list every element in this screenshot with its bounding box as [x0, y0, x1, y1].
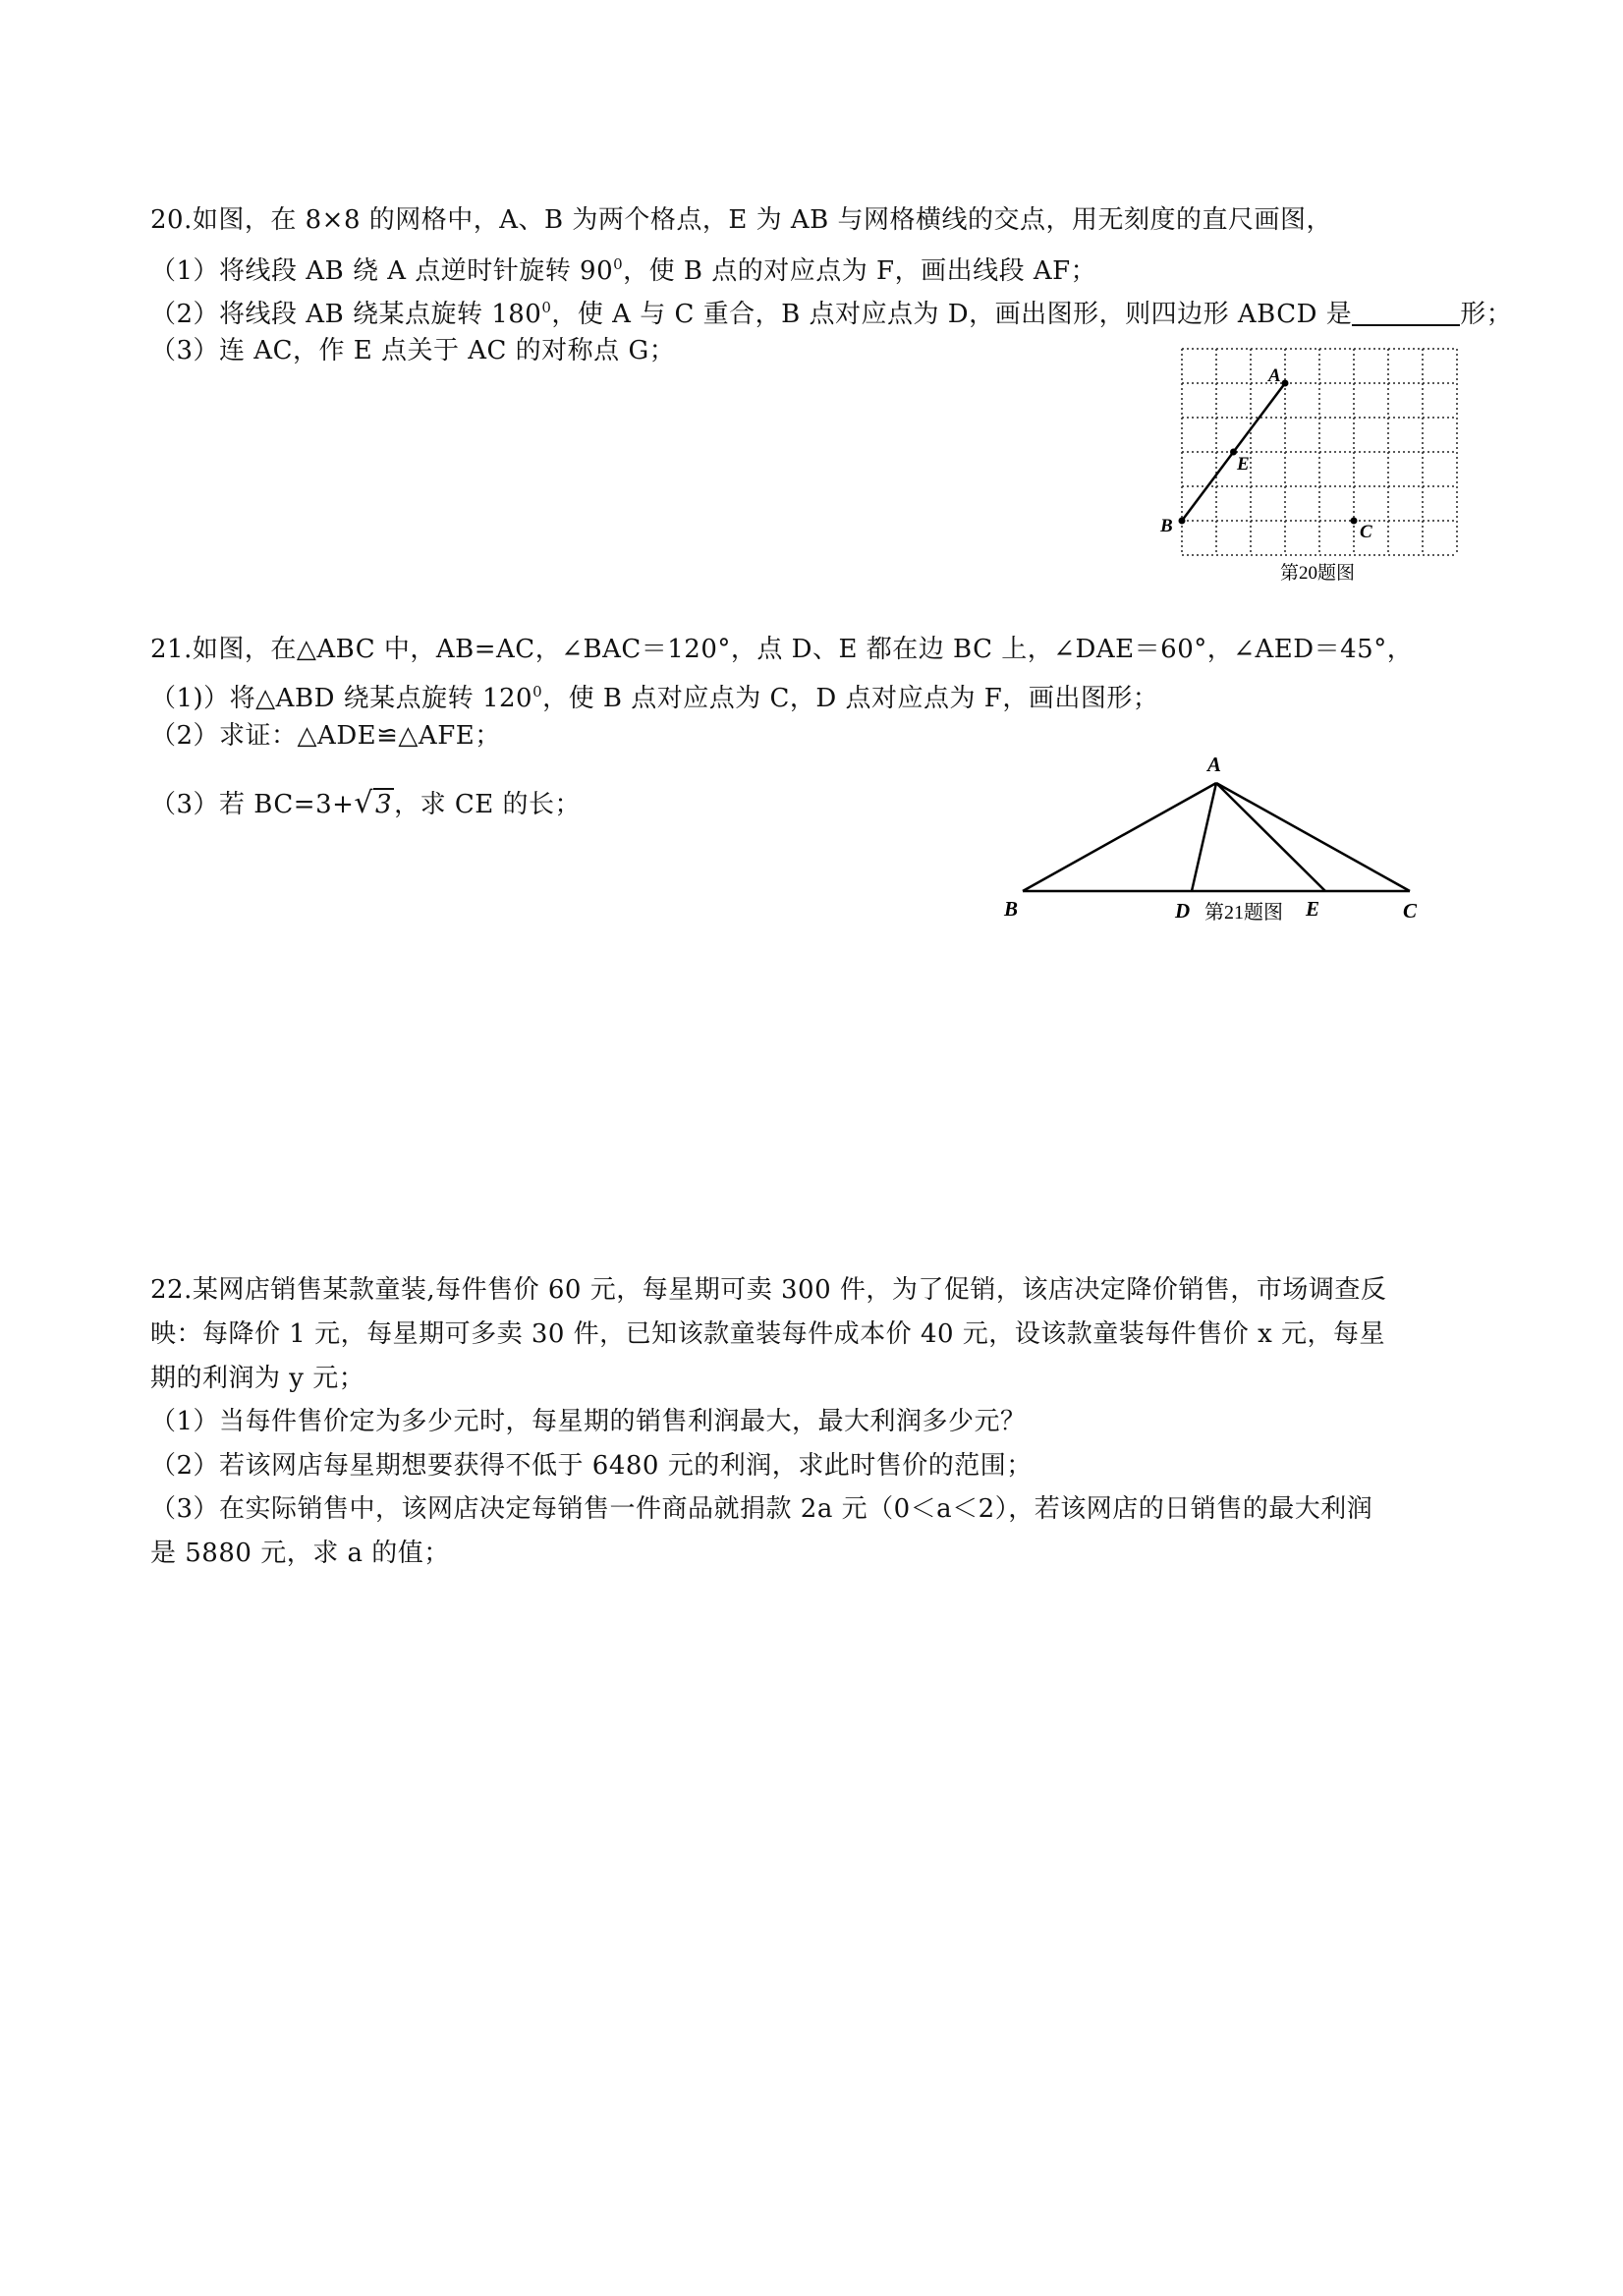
q21-triangle-figure: [992, 747, 1444, 933]
q20-grid: [1182, 349, 1457, 555]
q20-part2-text-a: （2）将线段 AB 绕某点旋转 180: [150, 300, 542, 329]
q21-part3-text-b: ，求 CE 的长；: [394, 790, 581, 819]
point-b: [1179, 518, 1186, 525]
point-a: [1282, 380, 1289, 387]
q21-part3-text-a: （3）若 BC=3+: [150, 790, 355, 819]
q22-part3: （3）在实际销售中，该网店决定每销售一件商品就捐款 2a 元（0＜a＜2），若该网店的日销售的最大利润: [150, 1494, 1373, 1524]
label-a: A: [1268, 365, 1281, 386]
label-d: D: [1175, 899, 1191, 923]
q22-part3-cont: 是 5880 元，求 a 的值；: [150, 1539, 450, 1568]
q20-part2-text-c: 形；: [1460, 300, 1513, 329]
q20-part1-text-b: ，使 B 点的对应点为 F，画出线段 AF；: [623, 256, 1097, 286]
q21-part1-text-b: ，使 B 点对应点为 C，D 点对应点为 F，画出图形；: [542, 684, 1159, 713]
q20-part1-text-a: （1）将线段 AB 绕 A 点逆时针旋转 90: [150, 256, 614, 286]
label-e: E: [1237, 454, 1250, 475]
q20-grid-figure: [1154, 339, 1469, 589]
q21-part1-degree-sup: 0: [532, 683, 543, 700]
point-c: [1351, 518, 1358, 525]
label-b: B: [1004, 897, 1019, 921]
radicand: 3: [375, 790, 393, 819]
segment-ae: [1216, 783, 1325, 891]
q21-part3: [150, 786, 581, 822]
sqrt-expression: [354, 786, 394, 822]
q20-figure-caption: 第20题图: [1280, 563, 1356, 584]
q21-part2: （2）求证：△ADE≌△AFE；: [150, 721, 501, 751]
side-ab: [1023, 783, 1216, 891]
q22-part2: （2）若该网店每星期想要获得不低于 6480 元的利润，求此时售价的范围；: [150, 1451, 1033, 1481]
label-a: A: [1207, 753, 1222, 776]
q20-part1-degree-sup: 0: [613, 255, 624, 273]
q21-figure-caption: 第21题图: [1204, 902, 1283, 924]
q20-part1: [150, 247, 1096, 289]
q20-answer-blank[interactable]: [1352, 301, 1460, 326]
q21-stem: 21.如图，在△ABC 中，AB=AC，∠BAC＝120°，点 D、E 都在边 BC 上，∠DAE＝60°，∠AED＝45°，: [150, 635, 1414, 664]
label-c: C: [1360, 522, 1372, 542]
q22-part1: （1）当每件售价定为多少元时，每星期的销售利润最大，最大利润多少元？: [150, 1407, 1027, 1436]
q20-stem: 20.如图，在 8×8 的网格中，A、B 为两个格点，E 为 AB 与网格横线的交点，用无刻度的直尺画图，: [150, 205, 1333, 235]
q22-line2: 映：每降价 1 元，每星期可多卖 30 件，已知该款童装每件成本价 40 元，设该款童装每件售价 x 元，每星: [150, 1319, 1385, 1349]
q21-part1: [150, 674, 1158, 716]
q20-part2-text-b: ，使 A 与 C 重合，B 点对应点为 D，画出图形，则四边形 ABCD 是: [551, 300, 1353, 329]
q20-part3: （3）连 AC，作 E 点关于 AC 的对称点 G；: [150, 336, 676, 365]
label-b: B: [1160, 516, 1173, 536]
q22-line3: 期的利润为 y 元；: [150, 1364, 365, 1393]
label-e: E: [1306, 897, 1320, 921]
q20-part2-degree-sup: 0: [541, 299, 552, 316]
q22-line1: 22.某网店销售某款童装,每件售价 60 元，每星期可卖 300 件，为了促销，该店决定降价销售，市场调查反: [150, 1275, 1387, 1305]
side-ac: [1216, 783, 1410, 891]
segment-ad: [1192, 783, 1216, 891]
point-e: [1230, 449, 1237, 456]
q20-part2: [150, 290, 1512, 332]
radical-sign: √: [354, 786, 374, 820]
label-c: C: [1403, 899, 1418, 923]
q21-part1-text-a: （1)）将△ABD 绕某点旋转 120: [150, 684, 533, 713]
